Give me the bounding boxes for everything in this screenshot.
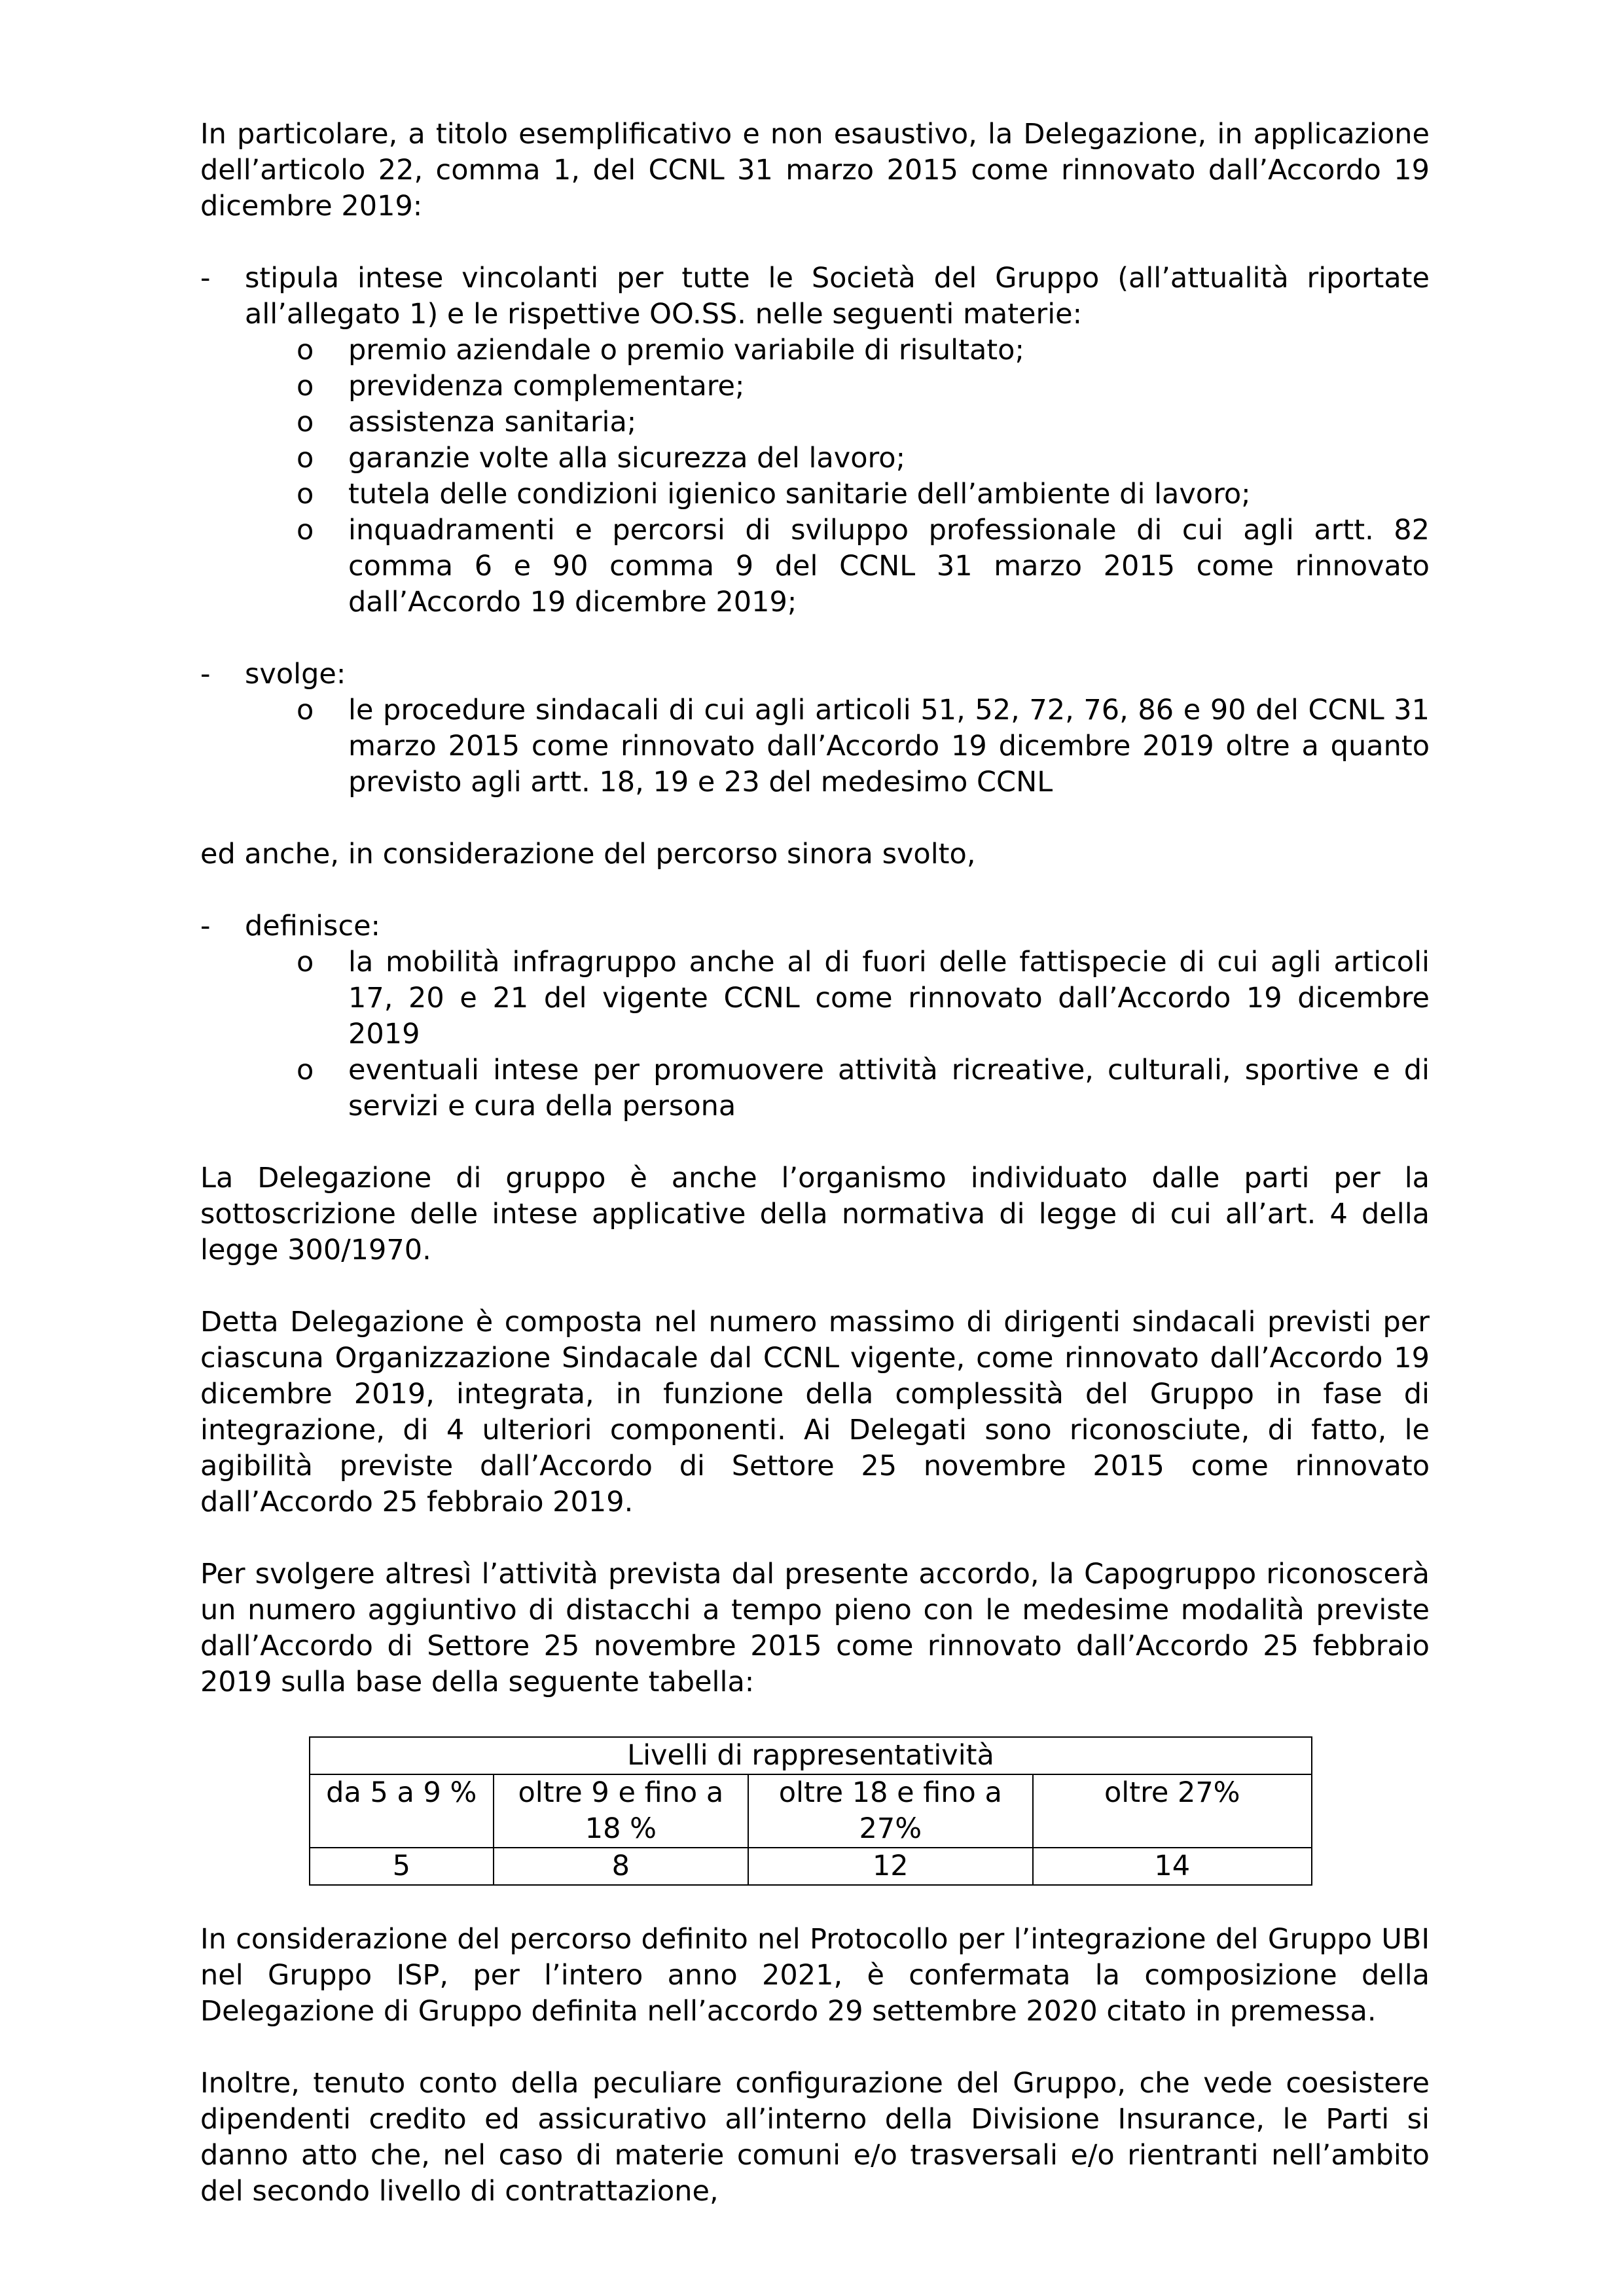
levels-table-wrap [200, 1736, 1430, 1886]
dash-marker: - [200, 910, 211, 942]
dash-marker: - [200, 658, 211, 691]
list-item-text: tutela delle condizioni igienico sanitarie dell’ambiente di lavoro; [348, 478, 1251, 511]
svolge-text: svolge: [245, 658, 346, 691]
document-body [200, 117, 1430, 2210]
bullet-marker: o [297, 406, 314, 439]
list-item [200, 944, 1430, 1052]
definisce-text: definisce: [245, 910, 381, 942]
table-cell: 5 [310, 1848, 494, 1885]
table-cell: 12 [748, 1848, 1032, 1885]
inoltre-paragraph: Inoltre, tenuto conto della peculiare configurazione del Gruppo, che vede coesistere dipendenti credito ed assicurativo all’interno della Divisione Insurance, le Parti si danno atto che, nel caso di materie comuni e/o trasversali e/o rientranti nell’ambito del secondo livello di contrattazione, [200, 2067, 1430, 2208]
table-header-cell: oltre 18 e fino a 27% [748, 1774, 1032, 1848]
list-item-text: premio aziendale o premio variabile di risultato; [348, 334, 1024, 367]
list-item [200, 404, 1430, 440]
stipula-text: stipula intese vincolanti per tutte le Società del Gruppo (all’attualità riportate all’allegato 1) e le rispettive OO.SS. nelle seguenti materie: [245, 262, 1430, 331]
list-item [200, 368, 1430, 404]
table-header-cell: oltre 9 e fino a 18 % [494, 1774, 749, 1848]
bullet-marker: o [297, 334, 314, 367]
composta-paragraph: Detta Delegazione è composta nel numero massimo di dirigenti sindacali previsti per ciascuna Organizzazione Sindacale dal CCNL vigente, come rinnovato dall’Accordo 19 dicembre 2019, integrata, in funzione della complessità del Gruppo in fase di integrazione, di 4 ulteriori componenti. Ai Delegati sono riconosciute, di fatto, le agibilità previste dall’Accordo di Settore 25 novembre 2015 come rinnovato dall’Accordo 25 febbraio 2019. [200, 1306, 1430, 1518]
bullet-marker: o [297, 1054, 314, 1086]
bullet-marker: o [297, 370, 314, 403]
list-item [200, 332, 1430, 368]
table-header-cell: da 5 a 9 % [310, 1774, 494, 1848]
percorso-paragraph: In considerazione del percorso definito nel Protocollo per l’integrazione del Gruppo UBI nel Gruppo ISP, per l’intero anno 2021, è confermata la composizione della Delegazione di Gruppo definita nell’accordo 29 settembre 2020 citato in premessa. [200, 1923, 1430, 2028]
ed-anche-paragraph: ed anche, in considerazione del percorso sinora svolto, [200, 838, 976, 870]
list-item-text: previdenza complementare; [348, 370, 745, 403]
list-item [200, 1052, 1430, 1124]
list-item-text: le procedure sindacali di cui agli articoli 51, 52, 72, 76, 86 e 90 del CCNL 31 marzo 2015 come rinnovato dall’Accordo 19 dicembre 2019 oltre a quanto previsto agli artt. 18, 19 e 23 del medesimo CCNL [348, 694, 1430, 798]
bullet-marker: o [297, 694, 314, 726]
list-item-text: garanzie volte alla sicurezza del lavoro; [348, 442, 906, 475]
table-header-row [310, 1774, 1312, 1848]
list-item-text: la mobilità infragruppo anche al di fuori delle fattispecie di cui agli articoli 17, 20 e 21 del vigente CCNL come rinnovato dall’Accordo 19 dicembre 2019 [348, 946, 1430, 1050]
intro-paragraph: In particolare, a titolo esemplificativo e non esaustivo, la Delegazione, in applicazione dell’articolo 22, comma 1, del CCNL 31 marzo 2015 come rinnovato dall’Accordo 19 dicembre 2019: [200, 118, 1430, 223]
bullet-marker: o [297, 442, 314, 475]
bullet-marker: o [297, 946, 314, 978]
bullet-marker: o [297, 478, 314, 511]
list-item [200, 440, 1430, 476]
delegazione-paragraph: La Delegazione di gruppo è anche l’organismo individuato dalle parti per la sottoscrizione delle intese applicative della normativa di legge di cui all’art. 4 della legge 300/1970. [200, 1162, 1430, 1266]
definisce-sublist [200, 944, 1430, 1124]
table-title: Livelli di rappresentatività [310, 1737, 1312, 1774]
dash-marker: - [200, 262, 211, 295]
list-item-text: eventuali intese per promuovere attività ricreative, culturali, sportive e di servizi e cura della persona [348, 1054, 1430, 1122]
levels-table [309, 1736, 1312, 1886]
list-item-text: inquadramenti e percorsi di sviluppo professionale di cui agli artt. 82 comma 6 e 90 comma 9 del CCNL 31 marzo 2015 come rinnovato dall’Accordo 19 dicembre 2019; [348, 514, 1430, 619]
definisce-item [200, 908, 1430, 944]
list-item-text: assistenza sanitaria; [348, 406, 637, 439]
list-item [200, 692, 1430, 800]
table-title-row [310, 1737, 1312, 1774]
table-cell: 14 [1033, 1848, 1312, 1885]
list-item [200, 476, 1430, 512]
list-item [200, 512, 1430, 620]
svolge-item [200, 656, 1430, 692]
stipula-sublist [200, 332, 1430, 620]
table-header-cell: oltre 27% [1033, 1774, 1312, 1848]
table-cell: 8 [494, 1848, 749, 1885]
svolge-sublist [200, 692, 1430, 800]
table-row [310, 1848, 1312, 1885]
bullet-marker: o [297, 514, 314, 547]
svolgere-paragraph: Per svolgere altresì l’attività prevista dal presente accordo, la Capogruppo riconoscerà un numero aggiuntivo di distacchi a tempo pieno con le medesime modalità previste dall’Accordo di Settore 25 novembre 2015 come rinnovato dall’Accordo 25 febbraio 2019 sulla base della seguente tabella: [200, 1558, 1430, 1698]
stipula-item [200, 260, 1430, 332]
